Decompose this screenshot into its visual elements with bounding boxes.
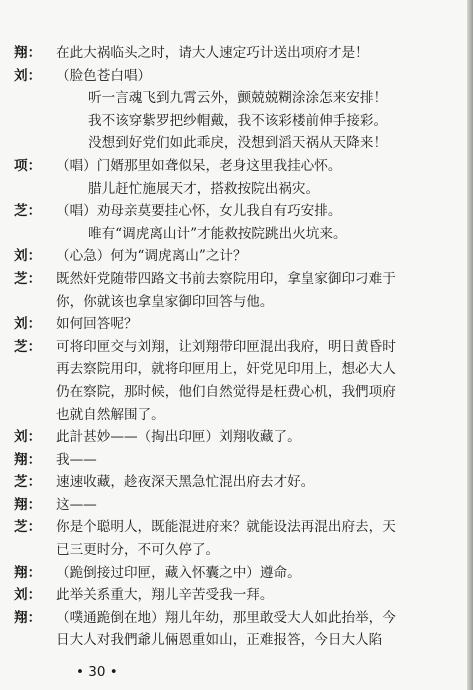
page-number: • 30 • <box>76 664 118 680</box>
speaker-label: 芝： <box>14 203 42 220</box>
script-line <box>14 494 460 517</box>
script-line <box>14 110 460 133</box>
line-text: 腊儿赶忙施展天才，搭救按院出祸灾。 <box>88 180 320 197</box>
line-text: 你，你就该也拿皇家御印回答与他。 <box>56 293 274 310</box>
script-line <box>14 268 460 291</box>
script-line <box>14 539 460 562</box>
script-line <box>14 87 460 110</box>
line-text: （心急）何为“调虎离山”之计？ <box>56 248 247 265</box>
script-line <box>14 629 460 652</box>
page-edge-shadow <box>467 0 473 690</box>
speaker-label: 翔： <box>14 609 42 626</box>
line-text: 仍在察院，那时候，他们自然觉得是枉费心机，我們项府 <box>56 383 396 400</box>
line-text: 已三更时分，不可久停了。 <box>56 542 220 559</box>
line-text: 你是个聪明人，既能混进府来？就能设法再混出府去，天 <box>56 519 396 536</box>
line-text: （唱）劝母亲莫要挂心怀，女儿我自有巧安排。 <box>56 203 342 220</box>
line-text: 我—— <box>56 451 97 468</box>
script-line <box>14 607 460 630</box>
line-text: 既然奸党随带四路文书前去察院用印，拿皇家御印刁难于 <box>56 270 396 287</box>
script-line <box>14 200 460 223</box>
line-text: 速速收藏，趁夜深天黑急忙混出府去才好。 <box>56 474 315 491</box>
script-line <box>14 381 460 404</box>
script-line <box>14 178 460 201</box>
script-line <box>14 313 460 336</box>
script-line <box>14 426 460 449</box>
script-line <box>14 42 460 65</box>
script-line <box>14 223 460 246</box>
script-line <box>14 516 460 539</box>
line-text: （噗通跪倒在地）翔儿年幼，那里敢受大人如此抬举，今 <box>56 609 396 626</box>
line-text: 此計甚妙——（掏出印匣）刘翔收藏了。 <box>56 429 301 446</box>
script-line <box>14 471 460 494</box>
speaker-label: 翔： <box>14 451 42 468</box>
script-line <box>14 132 460 155</box>
speaker-label: 刘： <box>14 429 42 446</box>
script-line <box>14 449 460 472</box>
script-line <box>14 336 460 359</box>
speaker-label: 刘： <box>14 316 42 333</box>
speaker-label: 芝： <box>14 474 42 491</box>
line-text: 没想到好党们如此乖戾，没想到滔天祸从天降来！ <box>88 135 388 152</box>
speaker-label: 刘： <box>14 248 42 265</box>
script-line <box>14 404 460 427</box>
script-line <box>14 584 460 607</box>
speaker-label: 刘： <box>14 587 42 604</box>
script-line <box>14 291 460 314</box>
line-text: 在此大祸临头之时，请大人速定巧计送出项府才是！ <box>56 45 369 61</box>
speaker-label: 项： <box>14 157 42 174</box>
line-text: 也就自然解围了。 <box>56 406 165 423</box>
line-text: 听一言魂飞到九霄云外，颤兢兢糊涂涂怎来安排！ <box>88 90 388 107</box>
line-text: 可将印匣交与刘翔，让刘翔带印匣混出我府，明日黄昏时 <box>56 338 396 355</box>
script-line <box>14 65 460 88</box>
speaker-label: 刘： <box>14 67 42 84</box>
line-text: 这—— <box>56 496 97 513</box>
script-line <box>14 358 460 381</box>
line-text: 如何回答呢？ <box>56 316 138 333</box>
speaker-label: 芝： <box>14 270 42 287</box>
line-text: 唯有“调虎离山计”才能救按院跳出火坑来。 <box>88 225 347 242</box>
speaker-label: 翔： <box>14 45 42 61</box>
line-text: 再去察院用印，就将印匣用上，奸党见印用上，想必大人 <box>56 361 396 378</box>
line-text: 我不该穿紫罗把纱帽戴，我不该彩楼前伸手接彩。 <box>88 112 388 129</box>
speaker-label: 翔： <box>14 564 42 581</box>
script-line <box>14 155 460 178</box>
script-line <box>14 245 460 268</box>
line-text: 此举关系重大，翔儿辛苦受我一拜。 <box>56 587 274 604</box>
script-line <box>14 562 460 585</box>
line-text: 日大人对我們爺儿倆恩重如山，正难报答，今日大人陷 <box>56 632 383 649</box>
script-text <box>14 42 460 652</box>
speaker-label: 芝： <box>14 519 42 536</box>
line-text: （跪倒接过印匣，藏入怀囊之中）遵命。 <box>56 564 301 581</box>
speaker-label: 芝： <box>14 338 42 355</box>
speaker-label: 翔： <box>14 496 42 513</box>
line-text: （唱）门婿那里如聋似呆，老身这里我挂心怀。 <box>56 157 342 174</box>
line-text: （脸色苍白唱） <box>56 67 152 84</box>
